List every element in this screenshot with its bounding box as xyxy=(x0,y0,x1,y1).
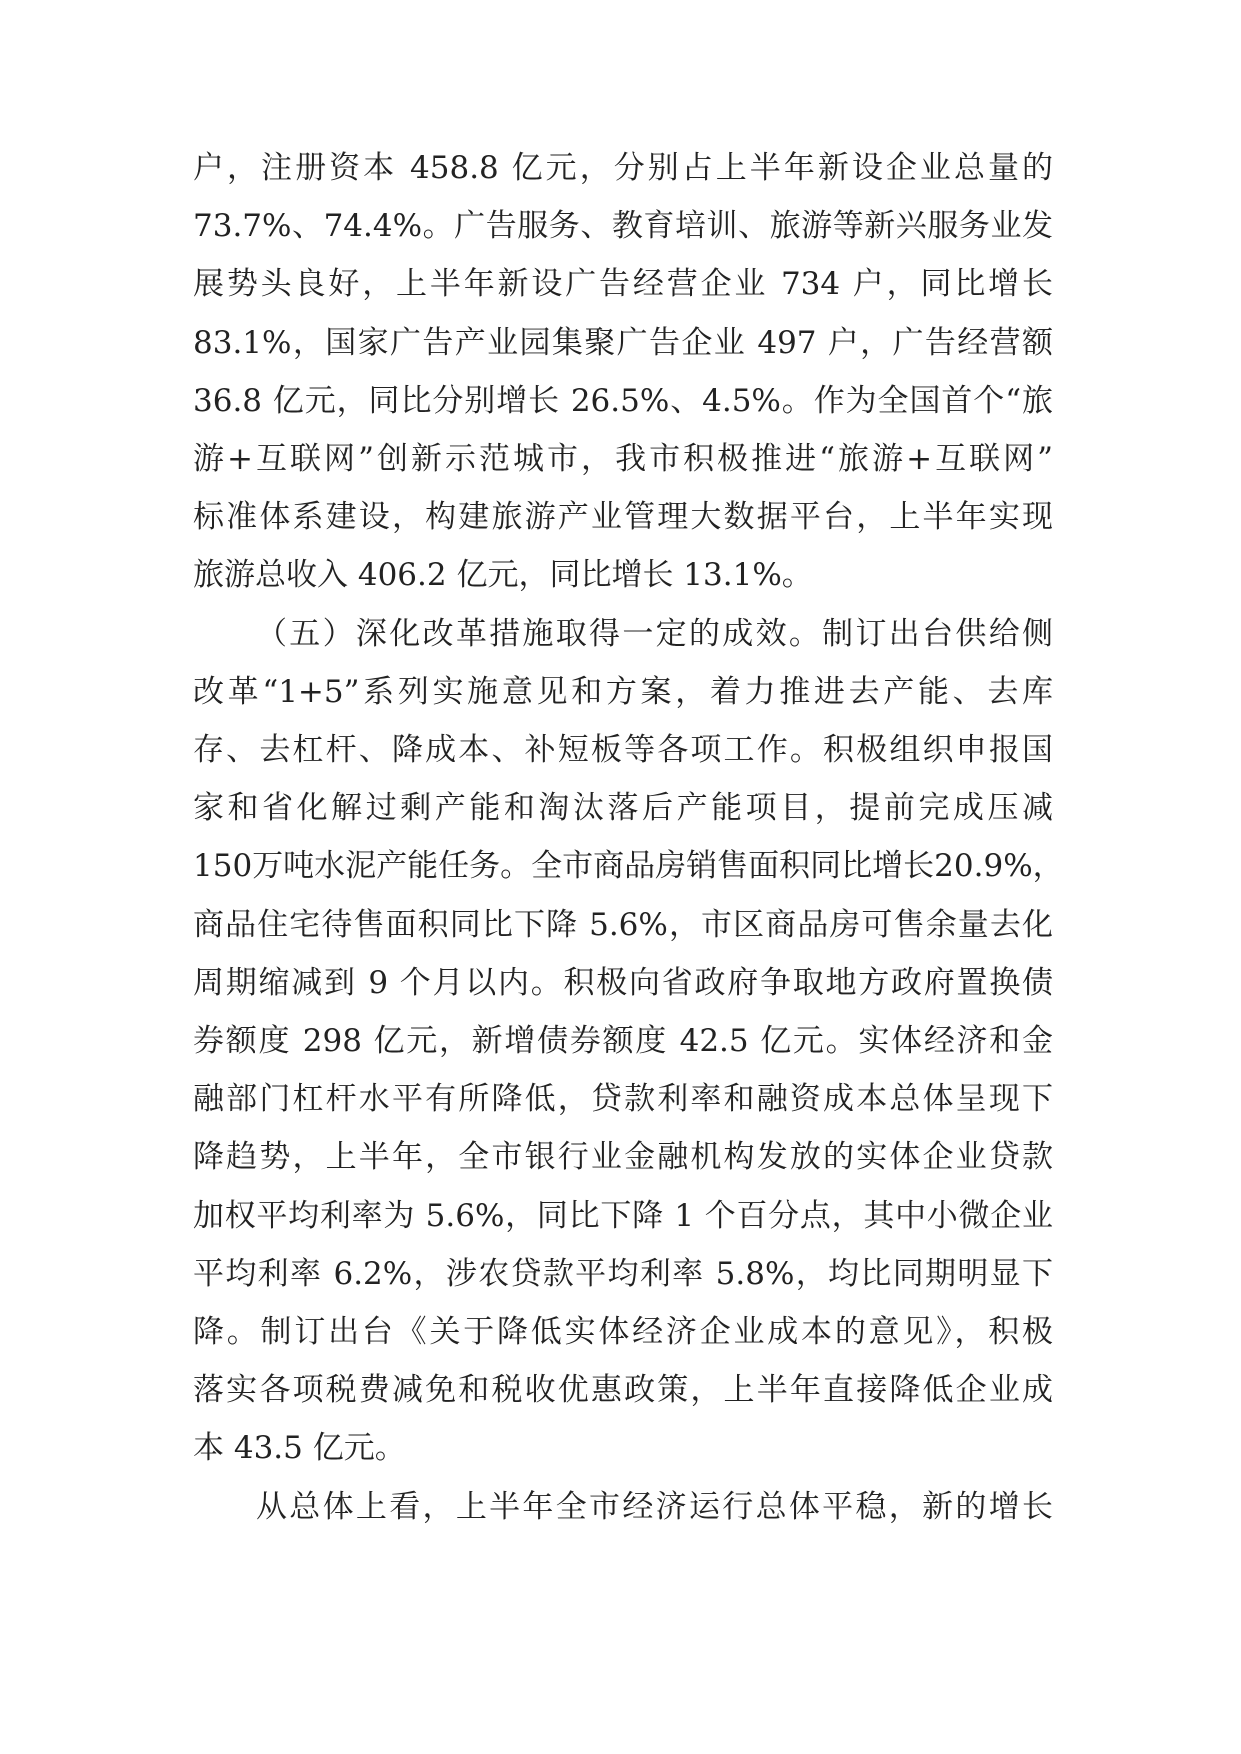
text-line: 83.1%，国家广告产业园集聚广告企业 497 户，广告经营额 xyxy=(193,324,1053,361)
text-line: 降。制订出台《关于降低实体经济企业成本的意见》，积极 xyxy=(193,1314,1053,1350)
text-line: 标准体系建设，构建旅游产业管理大数据平台，上半年实现 xyxy=(193,499,1053,536)
text-line: 展势头良好，上半年新设广告经营企业 734 户，同比增长 xyxy=(193,266,1053,303)
text-line: 户，注册资本 458.8 亿元，分别占上半年新设企业总量的 xyxy=(193,150,1053,186)
text-line: 游+互联网”创新示范城市，我市积极推进“旅游+互联网” xyxy=(193,441,1053,477)
text-line: 商品住宅待售面积同比下降 5.6%，市区商品房可售余量去化 xyxy=(193,906,1053,943)
text-line: 家和省化解过剩产能和淘汰落后产能项目，提前完成压减 xyxy=(193,790,1053,827)
text-line: 融部门杠杆水平有所降低，贷款利率和融资成本总体呈现下 xyxy=(193,1081,1053,1118)
text-line: 降趋势，上半年，全市银行业金融机构发放的实体企业贷款 xyxy=(193,1139,1053,1176)
paragraph-first-line: （五）深化改革措施取得一定的成效。制订出台供给侧 xyxy=(256,615,1053,652)
text-line: 旅游总收入 406.2 亿元，同比增长 13.1%。 xyxy=(193,557,813,594)
paragraph-first-line: 从总体上看，上半年全市经济运行总体平稳，新的增长 xyxy=(256,1488,1053,1525)
text-line: 周期缩减到 9 个月以内。积极向省政府争取地方政府置换债 xyxy=(193,964,1053,1001)
text-line: 存、去杠杆、降成本、补短板等各项工作。积极组织申报国 xyxy=(193,732,1053,768)
text-line: 加权平均利率为 5.6%，同比下降 1 个百分点，其中小微企业 xyxy=(193,1197,1053,1234)
text-line: 73.7%、74.4%。广告服务、教育培训、旅游等新兴服务业发 xyxy=(193,208,1053,245)
text-line: 落实各项税费减免和税收优惠政策，上半年直接降低企业成 xyxy=(193,1372,1053,1409)
text-line: 36.8 亿元，同比分别增长 26.5%、4.5%。作为全国首个“旅 xyxy=(193,382,1053,419)
text-line: 平均利率 6.2%，涉农贷款平均利率 5.8%，均比同期明显下 xyxy=(193,1255,1053,1292)
text-line: 改革“1+5”系列实施意见和方案，着力推进去产能、去库 xyxy=(193,673,1053,710)
text-line: 150万吨水泥产能任务。全市商品房销售面积同比增长20.9%， xyxy=(193,848,1064,885)
text-line: 本 43.5 亿元。 xyxy=(193,1430,406,1467)
text-line: 券额度 298 亿元，新增债券额度 42.5 亿元。实体经济和金 xyxy=(193,1023,1053,1059)
